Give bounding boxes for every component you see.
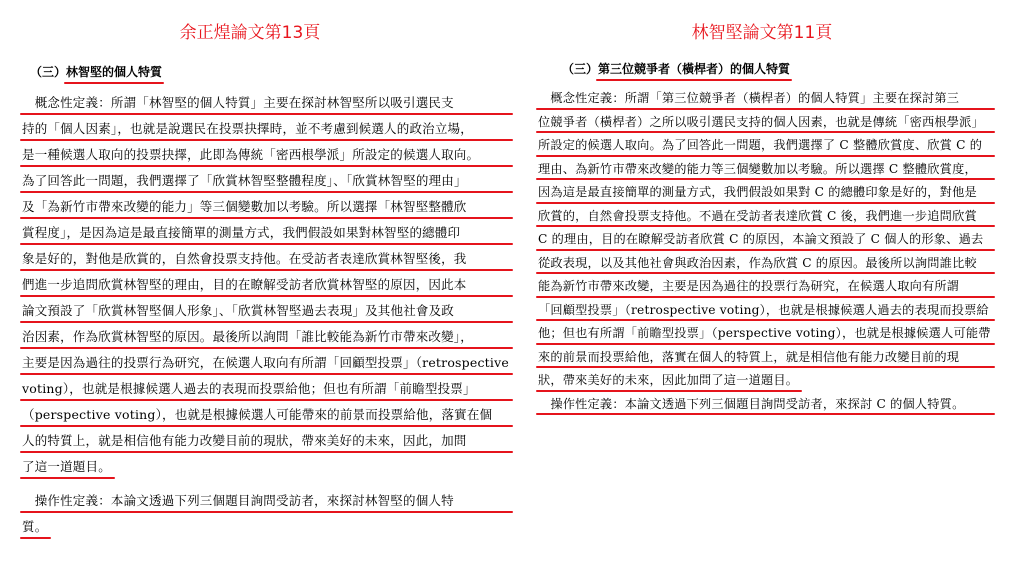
right-panel-title: 林智堅論文第11頁 [691,23,833,43]
text-line: 理由、為新竹市帶來改變的能力等三個變數加以考驗。所以選擇 C 整體欣賞度， [538,159,991,183]
text-line: 所設定的候選人取向。為了回答此一問題，我們選擇了 C 整體欣賞度、欣賞 C 的 [538,135,991,159]
text-line: 人的特質上，就是相信他有能力改變目前的現狀，帶來美好的未來，因此，加問 [22,430,509,456]
right-paragraph [538,88,991,417]
text-line: C 的理由，目的在瞭解受訪者欣賞 C 的原因，本論文預設了 C 個人的形象、過去 [538,229,991,253]
text-line: 質。 [22,516,47,542]
text-line: 「回顧型投票」（retrospective voting），也就是根據候選人過去的表現而投票給 [538,300,991,324]
text-line: 概念性定義：所謂「林智堅的個人特質」主要在探討林智堅所以吸引選民支 [22,92,509,118]
text-line: 們進一步追問欣賞林智堅的理由，目的在瞭解受訪者欣賞林智堅的原因，因此本 [22,274,509,300]
text-line: （perspective voting），也就是根據候選人可能帶來的前景而投票給他，落實在個 [22,404,509,430]
text-line: 從政表現，以及其他社會與政治因素，作為欣賞 C 的原因。最後所以詢問誰比較 [538,253,991,277]
left-paragraph [22,92,509,542]
left-panel-title: 余正煌論文第13頁 [179,23,321,43]
text-line: 是一種候選人取向的投票抉擇，此即為傳統「密西根學派」所設定的候選人取向。 [22,144,509,170]
left-section-heading: （三）林智堅的個人特質 [30,65,163,79]
text-line: 及「為新竹市帶來改變的能力」等三個變數加以考驗。所以選擇「林智堅整體欣 [22,196,509,222]
text-line: 位競爭者（橫桿者）之所以吸引選民支持的個人因素，也就是傳統「密西根學派」 [538,112,991,136]
text-line: 了這一道題目。 [22,456,111,482]
text-line: 象是好的，對他是欣賞的，自然會投票支持他。在受訪者表達欣賞林智堅後，我 [22,248,509,274]
text-line: 因為這是最直接簡單的測量方式，我們假設如果對 C 的總體印象是好的，對他是 [538,182,991,206]
text-line: 狀，帶來美好的未來，因此加問了這一道題目。 [538,370,798,394]
text-line: 來的前景而投票給他，落實在個人的特質上，就是相信他有能力改變目前的現 [538,347,991,371]
right-section-heading: （三）第三位競爭者（橫桿者）的個人特質 [562,62,791,76]
right-document-panel [512,0,1012,573]
text-line: 為了回答此一問題，我們選擇了「欣賞林智堅整體程度」、「欣賞林智堅的理由」 [22,170,509,196]
text-line: 主要是因為過往的投票行為研究，在候選人取向有所謂「回顧型投票」（retrospective [22,352,509,378]
text-line: 欣賞的，自然會投票支持他。不過在受訪者表達欣賞 C 後，我們進一步追問欣賞 [538,206,991,230]
text-line: voting），也就是根據候選人過去的表現而投票給他；但也有所謂「前瞻型投票」 [22,378,509,404]
text-line: 賞程度」，是因為這是最直接簡單的測量方式，我們假設如果對林智堅的總體印 [22,222,509,248]
text-line: 持的「個人因素」，也就是說選民在投票抉擇時，並不考慮到候選人的政治立場， [22,118,509,144]
text-line: 操作性定義：本論文透過下列三個題目詢問受訪者，來探討 C 的個人特質。 [538,394,991,418]
text-line: 他；但也有所謂「前瞻型投票」（perspective voting），也就是根據候選人可能帶 [538,323,991,347]
text-line: 概念性定義：所謂「第三位競爭者（橫桿者）的個人特質」主要在探討第三 [538,88,991,112]
text-line: 論文預設了「欣賞林智堅個人形象」、「欣賞林智堅過去表現」及其他社會及政 [22,300,509,326]
text-line: 能為新竹市帶來改變，主要是因為過往的投票行為研究，在候選人取向有所謂 [538,276,991,300]
text-line: 治因素，作為欣賞林智堅的原因。最後所以詢問「誰比較能為新竹市帶來改變」， [22,326,509,352]
left-document-panel [0,0,509,573]
text-line: 操作性定義：本論文透過下列三個題目詢問受訪者，來探討林智堅的個人特 [22,490,509,516]
